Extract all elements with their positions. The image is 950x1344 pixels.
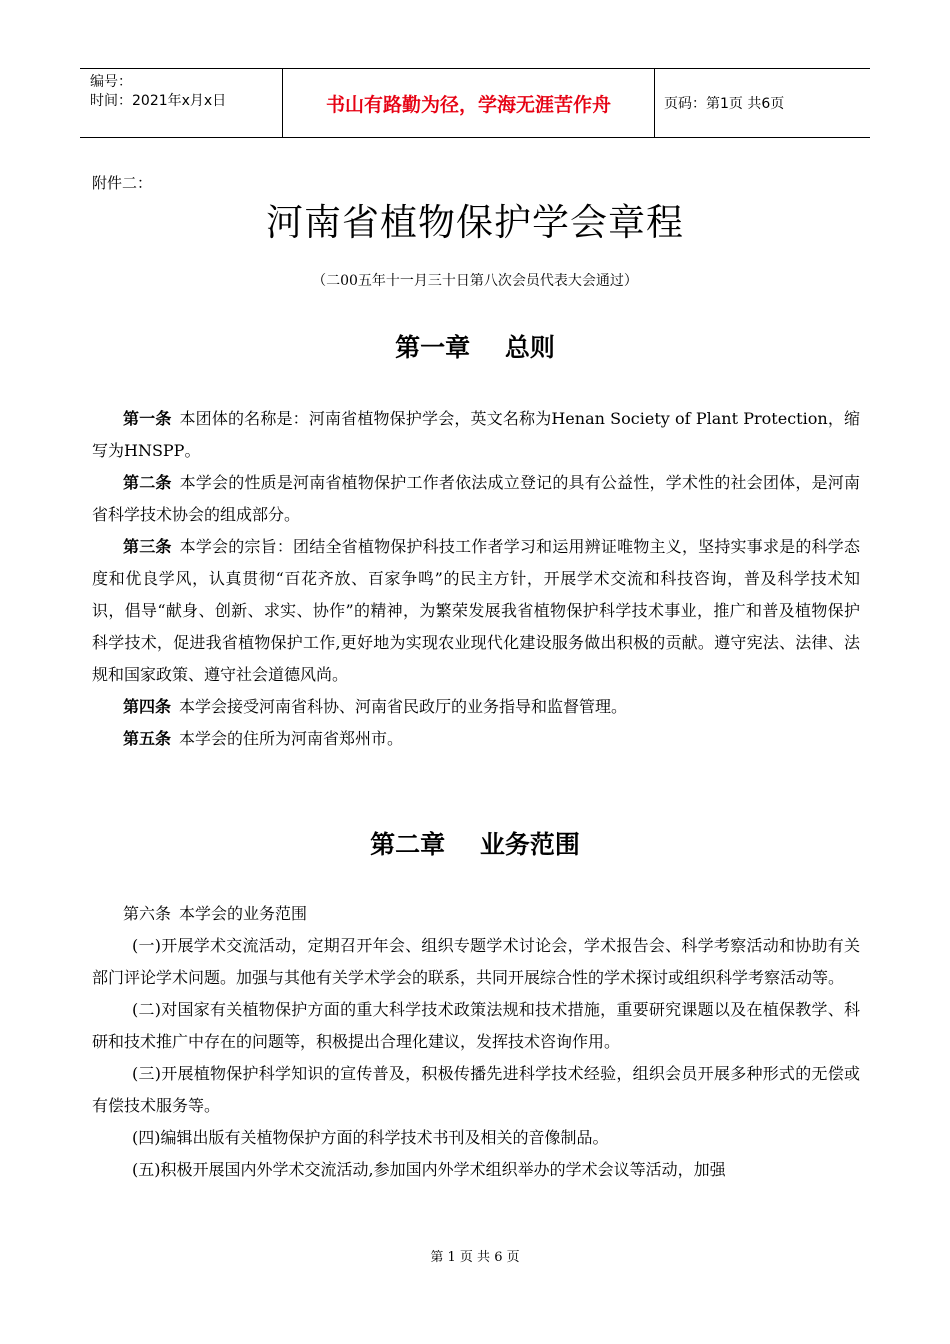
article-text: 本学会的业务范围 — [179, 904, 308, 923]
article-3 — [92, 531, 860, 691]
chapter-2-heading: 第二章 业务范围 — [370, 830, 580, 859]
header-motto: 书山有路勤为径，学海无涯苦作舟 — [282, 69, 655, 137]
list-item: (五)积极开展国内外学术交流活动,参加国内外学术组织举办的学术会议等活动，加强 — [132, 1160, 726, 1179]
list-item: (四)编辑出版有关植物保护方面的科学技术书刊及相关的音像制品。 — [132, 1128, 609, 1147]
number-label: 编号： — [90, 74, 132, 90]
header-meta — [80, 69, 282, 137]
article-label: 第三条 — [123, 537, 172, 556]
chapter-1-heading: 第一章 总则 — [395, 333, 555, 362]
list-item: (三)开展植物保护科学知识的宣传普及，积极传播先进科学技术经验，组织会员开展多种形式的无偿或有偿技术服务等。 — [92, 1064, 860, 1115]
article-2 — [92, 467, 860, 531]
article-label: 第二条 — [123, 473, 172, 492]
article-4 — [92, 691, 860, 723]
attachment-label: 附件二： — [92, 174, 153, 192]
list-item: (一)开展学术交流活动，定期召开年会、组织专题学术讨论会，学术报告会、科学考察活动和协助有关部门评论学术问题。加强与其他有关学术学会的联系，共同开展综合性的学术探讨或组织科学考察活动等。 — [92, 936, 860, 987]
article-label: 第一条 — [123, 409, 172, 428]
article-text: 本学会的宗旨：团结全省植物保护科技工作者学习和运用辨证唯物主义，坚持实事求是的科学态度和优良学风，认真贯彻“百花齐放、百家争鸣”的民主方针，开展学术交流和科技咨询，普及科学技术知识，倡导“献身、创新、求实、协作”的精神，为繁荣发展我省植物保护科学技术事业，推广和普及植物保护科学技术，促进我省植物保护工作,更好地为实现农业现代化建设服务做出积极的贡献。遵守宪法、法律、法规和国家政策、遵守社会道德风尚。 — [92, 537, 860, 684]
chapter-1-body — [92, 403, 860, 755]
chapter-2-body — [92, 898, 860, 1186]
document-header — [80, 68, 870, 138]
document-title: 河南省植物保护学会章程 — [266, 201, 684, 244]
article-text: 本学会接受河南省科协、河南省民政厅的业务指导和监督管理。 — [179, 697, 628, 716]
article-label: 第五条 — [123, 729, 172, 748]
article-label: 第六条 — [123, 904, 172, 923]
article-text: 本学会的性质是河南省植物保护工作者依法成立登记的具有公益性，学术性的社会团体，是河南省科学技术协会的组成部分。 — [92, 473, 860, 524]
article-text: 本学会的住所为河南省郑州市。 — [179, 729, 404, 748]
article-label: 第四条 — [123, 697, 172, 716]
article-1 — [92, 403, 860, 467]
list-item: (二)对国家有关植物保护方面的重大科学技术政策法规和技术措施，重要研究课题以及在植保教学、科研和技术推广中存在的问题等，积极提出合理化建议，发挥技术咨询作用。 — [92, 1000, 860, 1051]
page-footer: 第 1 页 共 6 页 — [430, 1250, 520, 1265]
document-subtitle: （二00五年十一月三十日第八次会员代表大会通过） — [312, 273, 638, 289]
time-label: 时间：2021年x月x日 — [90, 93, 227, 109]
article-5 — [92, 723, 860, 755]
header-page-info: 页码：第1页 共6页 — [664, 96, 785, 112]
article-text: 本团体的名称是：河南省植物保护学会，英文名称为Henan Society of Plant Protection，缩写为HNSPP。 — [92, 409, 860, 460]
article-6 — [92, 898, 860, 930]
